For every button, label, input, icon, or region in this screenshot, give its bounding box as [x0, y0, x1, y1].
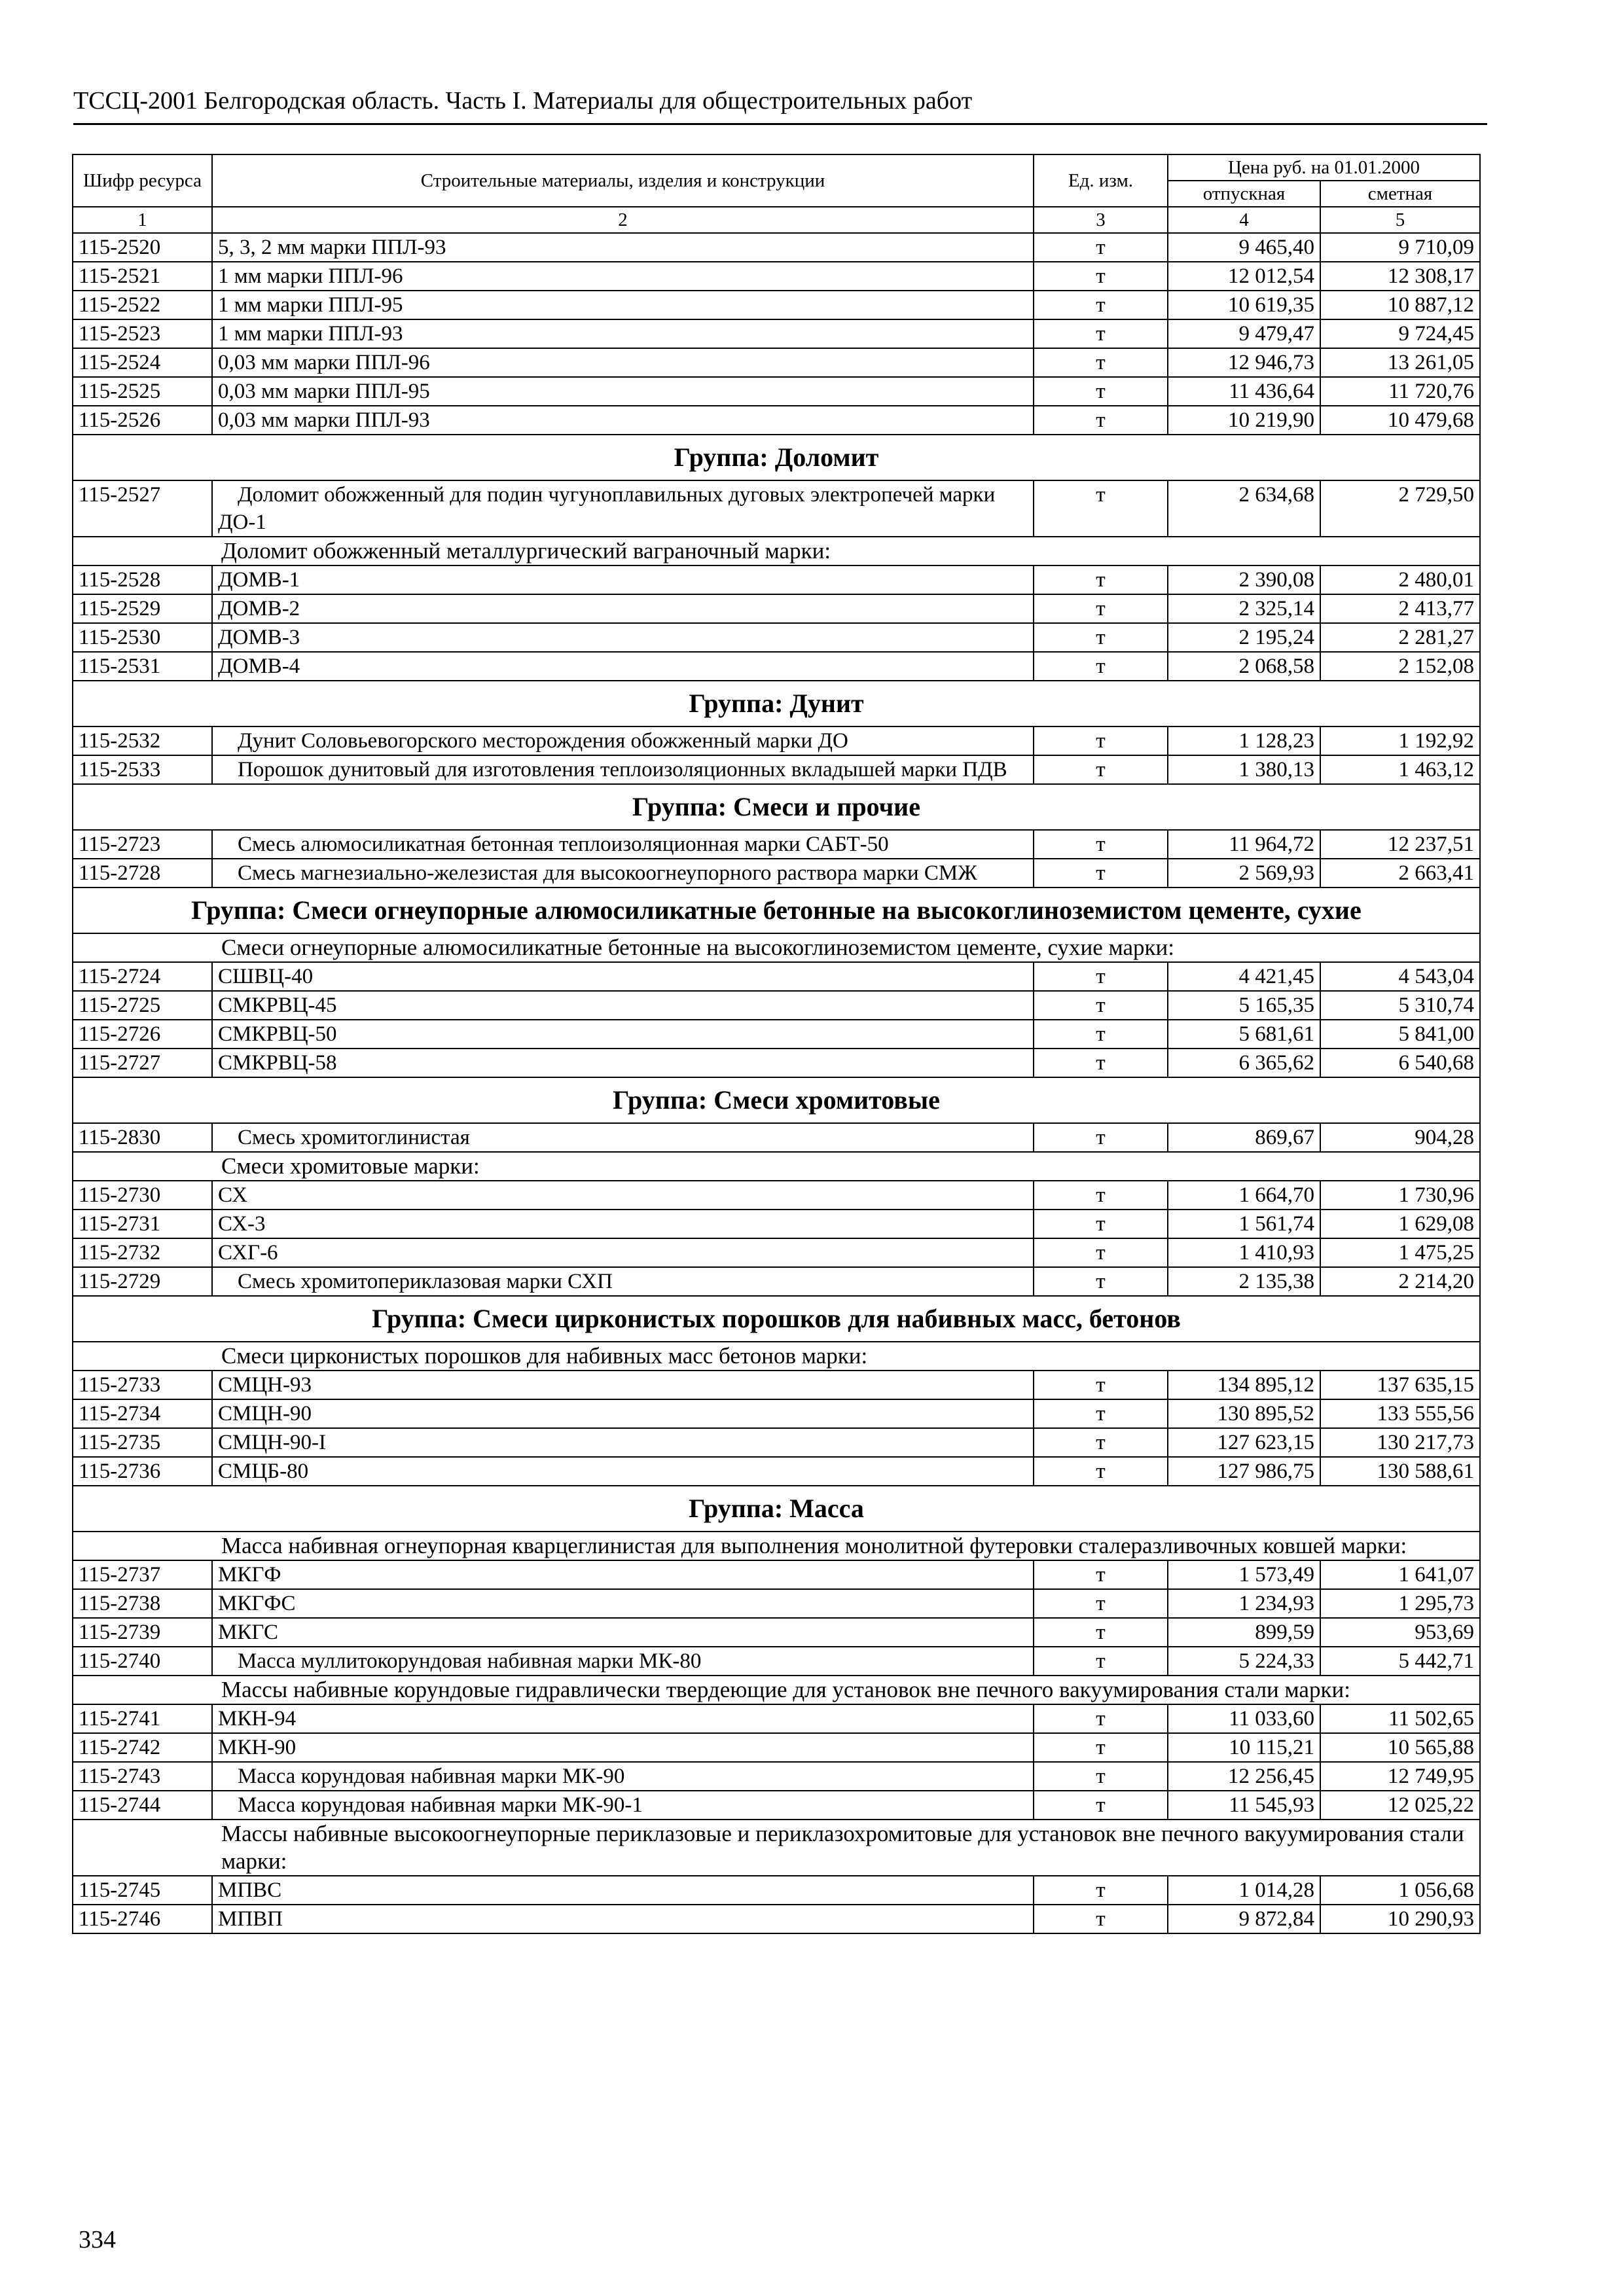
group-heading: Группа: Смеси цирконистых порошков для набивных масс, бетонов [73, 1296, 1480, 1342]
release-price: 1 561,74 [1168, 1210, 1320, 1238]
table-row [73, 1210, 1480, 1238]
material-name: МКГФ [212, 1560, 1034, 1589]
resource-code: 115-2523 [73, 319, 212, 348]
table-row [73, 1876, 1480, 1905]
table-row [73, 1647, 1480, 1676]
estimate-price: 10 479,68 [1320, 406, 1480, 435]
table-row [73, 1428, 1480, 1457]
table-row [73, 348, 1480, 377]
table-row [73, 1049, 1480, 1077]
table-row [73, 1457, 1480, 1486]
release-price: 1 234,93 [1168, 1589, 1320, 1618]
table-row [73, 565, 1480, 594]
unit: т [1034, 319, 1168, 348]
release-price: 11 436,64 [1168, 377, 1320, 406]
resource-code: 115-2733 [73, 1371, 212, 1399]
unit: т [1034, 1267, 1168, 1296]
group-heading-row [73, 435, 1480, 480]
unit: т [1034, 1618, 1168, 1647]
release-price: 9 465,40 [1168, 233, 1320, 262]
unit: т [1034, 859, 1168, 888]
material-name: СМЦБ-80 [212, 1457, 1034, 1486]
col-header-code: Шифр ресурса [73, 154, 212, 207]
material-name: ДОМВ-4 [212, 652, 1034, 681]
table-row [73, 594, 1480, 623]
estimate-price: 1 629,08 [1320, 1210, 1480, 1238]
estimate-price: 4 543,04 [1320, 962, 1480, 991]
table-row [73, 233, 1480, 262]
table-row [73, 755, 1480, 784]
material-name: СМКРВЦ-50 [212, 1020, 1034, 1049]
table-row [73, 859, 1480, 888]
release-price: 1 573,49 [1168, 1560, 1320, 1589]
col-header-name: Строительные материалы, изделия и конструкции [212, 154, 1034, 207]
subheading-text: Массы набивные высокоогнеупорные периклазовые и периклазохромитовые для установок вне печного вакуумирования стали марки: [73, 1820, 1480, 1876]
release-price: 6 365,62 [1168, 1049, 1320, 1077]
estimate-price: 133 555,56 [1320, 1399, 1480, 1428]
release-price: 10 619,35 [1168, 291, 1320, 319]
resource-code: 115-2739 [73, 1618, 212, 1647]
unit: т [1034, 1762, 1168, 1791]
material-name: МПВП [212, 1905, 1034, 1933]
estimate-price: 2 214,20 [1320, 1267, 1480, 1296]
release-price: 1 410,93 [1168, 1238, 1320, 1267]
release-price: 127 623,15 [1168, 1428, 1320, 1457]
material-name: 1 мм марки ППЛ-95 [212, 291, 1034, 319]
estimate-price: 2 663,41 [1320, 859, 1480, 888]
unit: т [1034, 1238, 1168, 1267]
unit: т [1034, 1371, 1168, 1399]
table-row [73, 1618, 1480, 1647]
table-row [73, 1371, 1480, 1399]
unit: т [1034, 1733, 1168, 1762]
subheading-text: Смеси огнеупорные алюмосиликатные бетонные на высокоглиноземистом цементе, сухие марки: [73, 933, 1480, 962]
resource-code: 115-2524 [73, 348, 212, 377]
table-row [73, 1791, 1480, 1820]
release-price: 9 872,84 [1168, 1905, 1320, 1933]
group-heading-row [73, 1077, 1480, 1123]
subheading-row [73, 537, 1480, 565]
estimate-price: 1 730,96 [1320, 1181, 1480, 1210]
material-name: Смесь алюмосиликатная бетонная теплоизоляционная марки САБТ-50 [212, 830, 1034, 859]
estimate-price: 1 056,68 [1320, 1876, 1480, 1905]
unit: т [1034, 830, 1168, 859]
subheading-row [73, 1532, 1480, 1560]
unit: т [1034, 262, 1168, 291]
material-name: СХ [212, 1181, 1034, 1210]
resource-code: 115-2736 [73, 1457, 212, 1486]
estimate-price: 11 720,76 [1320, 377, 1480, 406]
estimate-price: 10 887,12 [1320, 291, 1480, 319]
group-heading: Группа: Смеси и прочие [73, 784, 1480, 830]
group-heading: Группа: Масса [73, 1486, 1480, 1532]
estimate-price: 1 192,92 [1320, 726, 1480, 755]
material-name: ДОМВ-3 [212, 623, 1034, 652]
group-heading: Группа: Смеси огнеупорные алюмосиликатные бетонные на высокоглиноземистом цементе, сухие [73, 888, 1480, 933]
release-price: 1 664,70 [1168, 1181, 1320, 1210]
release-price: 11 964,72 [1168, 830, 1320, 859]
estimate-price: 5 841,00 [1320, 1020, 1480, 1049]
unit: т [1034, 1791, 1168, 1820]
resource-code: 115-2730 [73, 1181, 212, 1210]
release-price: 12 946,73 [1168, 348, 1320, 377]
material-name: СХ-3 [212, 1210, 1034, 1238]
unit: т [1034, 1560, 1168, 1589]
table-row [73, 726, 1480, 755]
table-header [73, 154, 1480, 233]
col-number: 4 [1168, 207, 1320, 233]
estimate-price: 904,28 [1320, 1123, 1480, 1152]
estimate-price: 6 540,68 [1320, 1049, 1480, 1077]
subheading-text: Массы набивные корундовые гидравлически твердеющие для установок вне печного вакуумирования стали марки: [73, 1676, 1480, 1704]
unit: т [1034, 755, 1168, 784]
estimate-price: 1 295,73 [1320, 1589, 1480, 1618]
unit: т [1034, 962, 1168, 991]
unit: т [1034, 1876, 1168, 1905]
estimate-price: 12 749,95 [1320, 1762, 1480, 1791]
subheading-row [73, 933, 1480, 962]
release-price: 9 479,47 [1168, 319, 1320, 348]
unit: т [1034, 652, 1168, 681]
subheading-text: Смеси хромитовые марки: [73, 1152, 1480, 1181]
material-name: 1 мм марки ППЛ-96 [212, 262, 1034, 291]
estimate-price: 10 290,93 [1320, 1905, 1480, 1933]
resource-code: 115-2744 [73, 1791, 212, 1820]
estimate-price: 13 261,05 [1320, 348, 1480, 377]
release-price: 2 569,93 [1168, 859, 1320, 888]
table-row [73, 1589, 1480, 1618]
table-row [73, 319, 1480, 348]
table-row [73, 262, 1480, 291]
unit: т [1034, 1210, 1168, 1238]
col-number: 3 [1034, 207, 1168, 233]
page-header: ТССЦ-2001 Белгородская область. Часть I. Материалы для общестроительных работ [73, 85, 1487, 125]
resource-code: 115-2743 [73, 1762, 212, 1791]
material-name: 0,03 мм марки ППЛ-96 [212, 348, 1034, 377]
unit: т [1034, 233, 1168, 262]
subheading-row [73, 1676, 1480, 1704]
estimate-price: 2 413,77 [1320, 594, 1480, 623]
resource-code: 115-2727 [73, 1049, 212, 1077]
estimate-price: 5 442,71 [1320, 1647, 1480, 1676]
group-heading-row [73, 1486, 1480, 1532]
material-name: ДОМВ-2 [212, 594, 1034, 623]
table-row [73, 1238, 1480, 1267]
unit: т [1034, 1905, 1168, 1933]
material-name: СШВЦ-40 [212, 962, 1034, 991]
material-name: 5, 3, 2 мм марки ППЛ-93 [212, 233, 1034, 262]
table-row [73, 1762, 1480, 1791]
estimate-price: 9 724,45 [1320, 319, 1480, 348]
resource-code: 115-2731 [73, 1210, 212, 1238]
estimate-price: 9 710,09 [1320, 233, 1480, 262]
material-name: Смесь хромитоглинистая [212, 1123, 1034, 1152]
release-price: 2 325,14 [1168, 594, 1320, 623]
estimate-price: 130 588,61 [1320, 1457, 1480, 1486]
resource-code: 115-2830 [73, 1123, 212, 1152]
table-row [73, 1181, 1480, 1210]
resource-code: 115-2737 [73, 1560, 212, 1589]
resource-code: 115-2529 [73, 594, 212, 623]
unit: т [1034, 991, 1168, 1020]
resource-code: 115-2740 [73, 1647, 212, 1676]
resource-code: 115-2746 [73, 1905, 212, 1933]
estimate-price: 130 217,73 [1320, 1428, 1480, 1457]
estimate-price: 953,69 [1320, 1618, 1480, 1647]
table-row [73, 291, 1480, 319]
unit: т [1034, 623, 1168, 652]
subheading-text: Масса набивная огнеупорная кварцеглинистая для выполнения монолитной футеровки сталеразливочных ковшей марки: [73, 1532, 1480, 1560]
unit: т [1034, 565, 1168, 594]
resource-code: 115-2742 [73, 1733, 212, 1762]
estimate-price: 1 641,07 [1320, 1560, 1480, 1589]
group-heading-row [73, 888, 1480, 933]
page-number: 334 [79, 2226, 116, 2253]
unit: т [1034, 1399, 1168, 1428]
unit: т [1034, 1123, 1168, 1152]
material-name: 0,03 мм марки ППЛ-95 [212, 377, 1034, 406]
material-name: Масса корундовая набивная марки МК-90 [212, 1762, 1034, 1791]
resource-code: 115-2521 [73, 262, 212, 291]
col-header-price: Цена руб. на 01.01.2000 [1168, 154, 1480, 181]
unit: т [1034, 377, 1168, 406]
unit: т [1034, 1049, 1168, 1077]
subheading-row [73, 1342, 1480, 1371]
estimate-price: 1 463,12 [1320, 755, 1480, 784]
resource-code: 115-2531 [73, 652, 212, 681]
table-row [73, 1123, 1480, 1152]
group-heading: Группа: Дунит [73, 681, 1480, 726]
material-name: Дунит Соловьевогорского месторождения обожженный марки ДО [212, 726, 1034, 755]
material-name: СМЦН-93 [212, 1371, 1034, 1399]
material-name: СХГ-6 [212, 1238, 1034, 1267]
group-heading: Группа: Смеси хромитовые [73, 1077, 1480, 1123]
resource-code: 115-2527 [73, 480, 212, 537]
estimate-price: 137 635,15 [1320, 1371, 1480, 1399]
estimate-price: 12 025,22 [1320, 1791, 1480, 1820]
unit: т [1034, 1704, 1168, 1733]
col-header-release: отпускная [1168, 181, 1320, 207]
subheading-text: Доломит обожженный металлургический ваграночный марки: [73, 537, 1480, 565]
resource-code: 115-2725 [73, 991, 212, 1020]
group-heading-row [73, 784, 1480, 830]
material-name: СМКРВЦ-45 [212, 991, 1034, 1020]
resource-code: 115-2732 [73, 1238, 212, 1267]
col-number: 5 [1320, 207, 1480, 233]
release-price: 11 545,93 [1168, 1791, 1320, 1820]
resource-code: 115-2741 [73, 1704, 212, 1733]
resource-code: 115-2526 [73, 406, 212, 435]
resource-code: 115-2525 [73, 377, 212, 406]
estimate-price: 10 565,88 [1320, 1733, 1480, 1762]
material-name: МКН-90 [212, 1733, 1034, 1762]
release-price: 2 135,38 [1168, 1267, 1320, 1296]
material-name: СМКРВЦ-58 [212, 1049, 1034, 1077]
table-row [73, 1560, 1480, 1589]
table-row [73, 377, 1480, 406]
table-row [73, 1733, 1480, 1762]
material-name: Смесь магнезиально-железистая для высокоогнеупорного раствора марки СМЖ [212, 859, 1034, 888]
release-price: 127 986,75 [1168, 1457, 1320, 1486]
release-price: 130 895,52 [1168, 1399, 1320, 1428]
resource-code: 115-2726 [73, 1020, 212, 1049]
table-row [73, 652, 1480, 681]
unit: т [1034, 1020, 1168, 1049]
release-price: 2 068,58 [1168, 652, 1320, 681]
table-row [73, 406, 1480, 435]
material-name: Смесь хромитопериклазовая марки СХП [212, 1267, 1034, 1296]
resource-code: 115-2532 [73, 726, 212, 755]
release-price: 1 380,13 [1168, 755, 1320, 784]
group-heading-row [73, 1296, 1480, 1342]
resource-code: 115-2735 [73, 1428, 212, 1457]
unit: т [1034, 1647, 1168, 1676]
resource-code: 115-2724 [73, 962, 212, 991]
release-price: 899,59 [1168, 1618, 1320, 1647]
resource-code: 115-2530 [73, 623, 212, 652]
material-name: МКН-94 [212, 1704, 1034, 1733]
col-header-estimate: сметная [1320, 181, 1480, 207]
price-table [72, 154, 1481, 1934]
estimate-price: 1 475,25 [1320, 1238, 1480, 1267]
col-number-row [73, 207, 1480, 233]
material-name: Доломит обожженный для подин чугуноплавильных дуговых электропечей марки ДО-1 [212, 480, 1034, 537]
release-price: 2 390,08 [1168, 565, 1320, 594]
release-price: 10 115,21 [1168, 1733, 1320, 1762]
release-price: 11 033,60 [1168, 1704, 1320, 1733]
resource-code: 115-2728 [73, 859, 212, 888]
release-price: 5 681,61 [1168, 1020, 1320, 1049]
table-row [73, 480, 1480, 537]
resource-code: 115-2522 [73, 291, 212, 319]
material-name: Порошок дунитовый для изготовления теплоизоляционных вкладышей марки ПДВ [212, 755, 1034, 784]
resource-code: 115-2734 [73, 1399, 212, 1428]
unit: т [1034, 348, 1168, 377]
release-price: 4 421,45 [1168, 962, 1320, 991]
unit: т [1034, 1181, 1168, 1210]
unit: т [1034, 480, 1168, 537]
table-row [73, 1704, 1480, 1733]
unit: т [1034, 1589, 1168, 1618]
material-name: Масса корундовая набивная марки МК-90-1 [212, 1791, 1034, 1820]
resource-code: 115-2729 [73, 1267, 212, 1296]
estimate-price: 11 502,65 [1320, 1704, 1480, 1733]
release-price: 134 895,12 [1168, 1371, 1320, 1399]
resource-code: 115-2533 [73, 755, 212, 784]
resource-code: 115-2745 [73, 1876, 212, 1905]
group-heading: Группа: Доломит [73, 435, 1480, 480]
material-name: ДОМВ-1 [212, 565, 1034, 594]
col-number: 1 [73, 207, 212, 233]
unit: т [1034, 594, 1168, 623]
table-row [73, 1267, 1480, 1296]
table-row [73, 623, 1480, 652]
material-name: МПВС [212, 1876, 1034, 1905]
table-row [73, 991, 1480, 1020]
table-row [73, 1399, 1480, 1428]
estimate-price: 12 308,17 [1320, 262, 1480, 291]
release-price: 2 195,24 [1168, 623, 1320, 652]
material-name: МКГС [212, 1618, 1034, 1647]
table-row [73, 962, 1480, 991]
subheading-row [73, 1820, 1480, 1876]
table-row [73, 1905, 1480, 1933]
release-price: 5 224,33 [1168, 1647, 1320, 1676]
material-name: 1 мм марки ППЛ-93 [212, 319, 1034, 348]
estimate-price: 5 310,74 [1320, 991, 1480, 1020]
resource-code: 115-2528 [73, 565, 212, 594]
group-heading-row [73, 681, 1480, 726]
release-price: 1 128,23 [1168, 726, 1320, 755]
unit: т [1034, 726, 1168, 755]
estimate-price: 2 480,01 [1320, 565, 1480, 594]
release-price: 12 012,54 [1168, 262, 1320, 291]
estimate-price: 2 729,50 [1320, 480, 1480, 537]
table-row [73, 1020, 1480, 1049]
table-row [73, 830, 1480, 859]
resource-code: 115-2723 [73, 830, 212, 859]
material-name: СМЦН-90 [212, 1399, 1034, 1428]
unit: т [1034, 1457, 1168, 1486]
estimate-price: 12 237,51 [1320, 830, 1480, 859]
material-name: Масса муллитокорундовая набивная марки МК-80 [212, 1647, 1034, 1676]
material-name: МКГФС [212, 1589, 1034, 1618]
material-name: СМЦН-90-I [212, 1428, 1034, 1457]
material-name: 0,03 мм марки ППЛ-93 [212, 406, 1034, 435]
release-price: 1 014,28 [1168, 1876, 1320, 1905]
table-body [73, 233, 1480, 1933]
resource-code: 115-2738 [73, 1589, 212, 1618]
release-price: 869,67 [1168, 1123, 1320, 1152]
col-header-unit: Ед. изм. [1034, 154, 1168, 207]
col-number: 2 [212, 207, 1034, 233]
resource-code: 115-2520 [73, 233, 212, 262]
release-price: 10 219,90 [1168, 406, 1320, 435]
subheading-row [73, 1152, 1480, 1181]
unit: т [1034, 406, 1168, 435]
release-price: 2 634,68 [1168, 480, 1320, 537]
release-price: 5 165,35 [1168, 991, 1320, 1020]
unit: т [1034, 291, 1168, 319]
subheading-text: Смеси цирконистых порошков для набивных масс бетонов марки: [73, 1342, 1480, 1371]
unit: т [1034, 1428, 1168, 1457]
release-price: 12 256,45 [1168, 1762, 1320, 1791]
estimate-price: 2 281,27 [1320, 623, 1480, 652]
estimate-price: 2 152,08 [1320, 652, 1480, 681]
